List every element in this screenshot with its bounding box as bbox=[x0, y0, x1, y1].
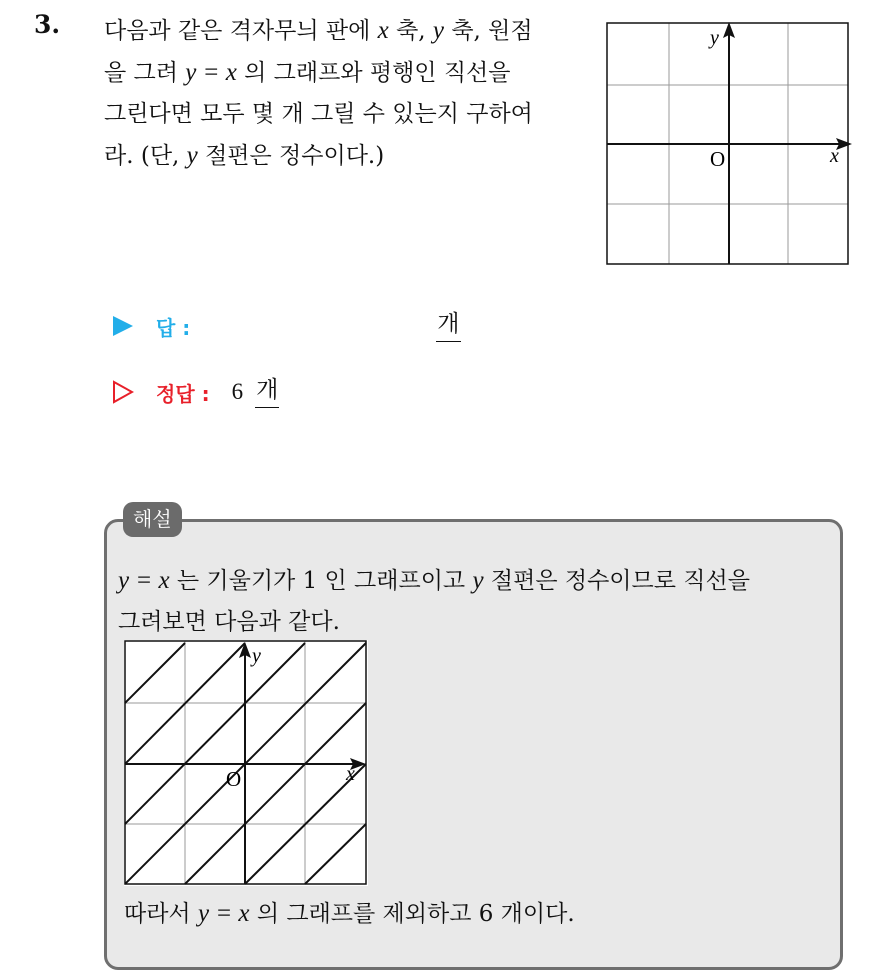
y-axis-label: y bbox=[710, 27, 719, 49]
question-number: 3. bbox=[34, 10, 61, 39]
solution-tag: 해설 bbox=[123, 502, 182, 537]
solution-conclusion: 따라서 y = x 의 그래프를 제외하고 6 개이다. bbox=[124, 900, 575, 927]
filled-triangle-icon bbox=[112, 315, 134, 337]
answer-unit: 개 bbox=[436, 310, 460, 342]
outline-triangle-icon bbox=[112, 380, 134, 404]
correct-answer-label: 정답 : bbox=[156, 381, 210, 406]
answer-row bbox=[112, 310, 461, 342]
question-text: 다음과 같은 격자무늬 판에 x 축, y 축, 원점 을 그려 y = x 의 그래프와 평행인 직선을 그린다면 모두 몇 개 그릴 수 있는지 구하여 라. (단, y 절편은 정수이다.) bbox=[104, 17, 533, 169]
solution-y-axis-label: y bbox=[252, 645, 261, 667]
x-axis-label: x bbox=[830, 145, 839, 167]
correct-answer-row bbox=[112, 376, 279, 408]
solution-origin-label: O bbox=[226, 767, 242, 791]
solution-text: y = x 는 기울기가 1 인 그래프이고 y 절편은 정수이므로 직선을 그려보면 다음과 같다. bbox=[118, 567, 750, 635]
question-grid-graph bbox=[606, 22, 852, 268]
answer-label: 답 : bbox=[156, 315, 191, 340]
correct-answer-unit: 개 bbox=[255, 376, 279, 408]
solution-x-axis-label: x bbox=[346, 763, 355, 785]
correct-answer-value: 6 bbox=[231, 379, 244, 404]
solution-grid-graph bbox=[124, 640, 368, 886]
origin-label: O bbox=[710, 147, 726, 171]
